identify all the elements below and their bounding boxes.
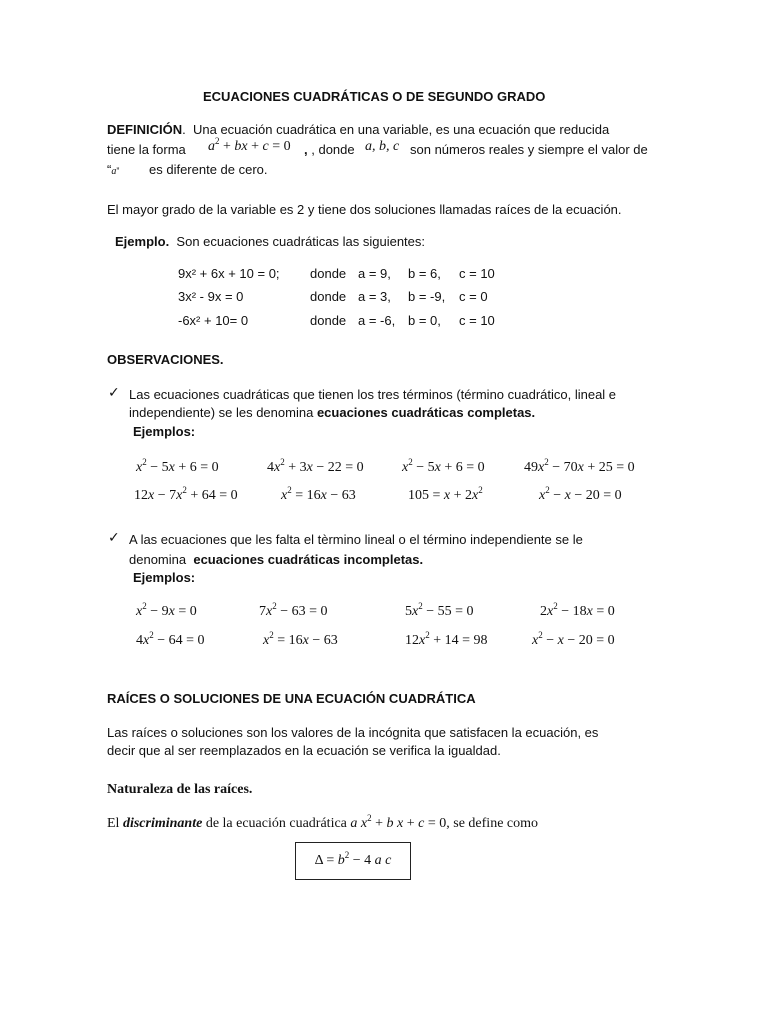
- definition-text-2b: , , donde: [304, 142, 355, 157]
- example-row-1-a: a = 9,: [358, 266, 391, 281]
- observations-heading: OBSERVACIONES.: [107, 352, 224, 367]
- discriminant-formula: $\Delta = b^2 - 4$ a c: [314, 850, 392, 868]
- example-row-3-a: a = -6,: [358, 313, 396, 328]
- example-row-3-eq: -6x² + 10= 0: [178, 313, 249, 328]
- complete-eq-8: $x^2 - x - 20 = 0$: [539, 485, 622, 503]
- definition-line-2: [107, 142, 186, 157]
- incomplete-eq-1: $x^2 - 9x = 0$: [136, 601, 197, 619]
- incomplete-eq-3: $5x^2 - 55 = 0$: [405, 601, 474, 619]
- incomplete-text-1: A las ecuaciones que les falta el tèrmino lineal o el término independiente se le: [129, 532, 583, 547]
- complete-text-2: independiente) se les denomina ecuaciones cuadráticas completas.: [129, 405, 536, 420]
- complete-eq-1: $x^2 - 5x + 6 = 0$: [136, 457, 219, 475]
- example-row-1-donde: donde: [310, 266, 347, 281]
- discriminant-term: discriminante: [122, 816, 203, 831]
- example-row-2-b: b = -9,: [408, 289, 446, 304]
- incomplete-examples-label: Ejemplos:: [133, 570, 196, 585]
- incomplete-eq-2: $7x^2 - 63 = 0$: [259, 601, 328, 619]
- complete-eq-7: $105 = x + 2x^2$: [408, 485, 483, 503]
- complete-eq-4: $49x^2 - 70x + 25 = 0$: [524, 457, 635, 475]
- check-icon: ✓: [108, 385, 120, 401]
- example-row-2-c: c = 0: [459, 289, 488, 304]
- example-row-3-b: b = 0,: [408, 313, 441, 328]
- roots-text-1: Las raíces o soluciones son los valores de la incógnita que satisfacen la ecuación, es: [107, 725, 599, 740]
- example-row-2-donde: donde: [310, 289, 347, 304]
- definition-label: DEFINICIÓN: [107, 122, 183, 137]
- general-form-formula: $a^2$ + bx + c = 0: [208, 136, 291, 154]
- discriminant-sentence: El discriminante de la ecuación cuadrática a $x^2 + b$ x + c = 0, se define como: [107, 813, 539, 831]
- example-row-1-c: c = 10: [459, 266, 495, 281]
- example-text: Son ecuaciones cuadráticas las siguientes:: [176, 234, 426, 249]
- complete-examples-label: Ejemplos:: [133, 424, 196, 439]
- incomplete-eq-6: $x^2 = 16x - 63$: [263, 630, 338, 648]
- roots-text-2: decir que al ser reemplazados en la ecuación se verifica la igualdad.: [107, 743, 501, 758]
- complete-eq-3: $x^2 - 5x + 6 = 0$: [402, 457, 485, 475]
- example-label: Ejemplo.: [115, 234, 170, 249]
- check-icon: ✓: [108, 530, 120, 546]
- definition-text-3b: es diferente de cero.: [149, 162, 268, 177]
- coefficients-formula: a, b, c: [365, 139, 400, 154]
- roots-heading: RAÍCES O SOLUCIONES DE UNA ECUACIÓN CUADRÁTICA: [107, 691, 476, 706]
- example-row-3-donde: donde: [310, 313, 347, 328]
- complete-eq-6: $x^2 = 16x - 63$: [281, 485, 356, 503]
- definition-text-2c: son números reales y siempre el valor de: [410, 142, 648, 157]
- example-intro: [115, 234, 425, 249]
- complete-term: ecuaciones cuadráticas completas.: [316, 405, 536, 420]
- incomplete-eq-4: $2x^2 - 18x = 0$: [540, 601, 615, 619]
- example-row-1-eq: 9x² + 6x + 10 = 0;: [178, 266, 280, 281]
- incomplete-term: ecuaciones cuadráticas incompletas.: [193, 552, 424, 567]
- degree-paragraph: El mayor grado de la variable es 2 y tiene dos soluciones llamadas raíces de la ecuación.: [107, 202, 622, 217]
- incomplete-eq-5: $4x^2 - 64 = 0$: [136, 630, 205, 648]
- example-row-3-c: c = 10: [459, 313, 495, 328]
- definition-text-2a: tiene la forma: [107, 142, 186, 157]
- complete-eq-5: $12x - 7x^2 + 64 = 0$: [134, 485, 238, 503]
- definition-line-3: “a”: [107, 162, 120, 177]
- definition-line-1: [107, 122, 609, 137]
- incomplete-eq-8: $x^2 - x - 20 = 0$: [532, 630, 615, 648]
- nature-heading: Naturaleza de las raíces.: [107, 782, 253, 797]
- definition-text-1: Una ecuación cuadrática en una variable, es una ecuación que reducida: [192, 122, 610, 137]
- definition-dot: .: [182, 122, 186, 137]
- incomplete-text-2: denomina ecuaciones cuadráticas incompletas.: [129, 552, 424, 567]
- complete-eq-2: $4x^2 + 3x - 22 = 0$: [267, 457, 364, 475]
- page-title: ECUACIONES CUADRÁTICAS O DE SEGUNDO GRADO: [203, 89, 546, 104]
- example-row-2-eq: 3x² - 9x = 0: [178, 289, 244, 304]
- incomplete-eq-7: $12x^2 + 14 = 98$: [405, 630, 488, 648]
- example-row-1-b: b = 6,: [408, 266, 441, 281]
- discriminant-formula-box: [295, 842, 411, 880]
- complete-text-1: Las ecuaciones cuadráticas que tienen los tres términos (término cuadrático, lineal e: [129, 387, 617, 402]
- example-row-2-a: a = 3,: [358, 289, 391, 304]
